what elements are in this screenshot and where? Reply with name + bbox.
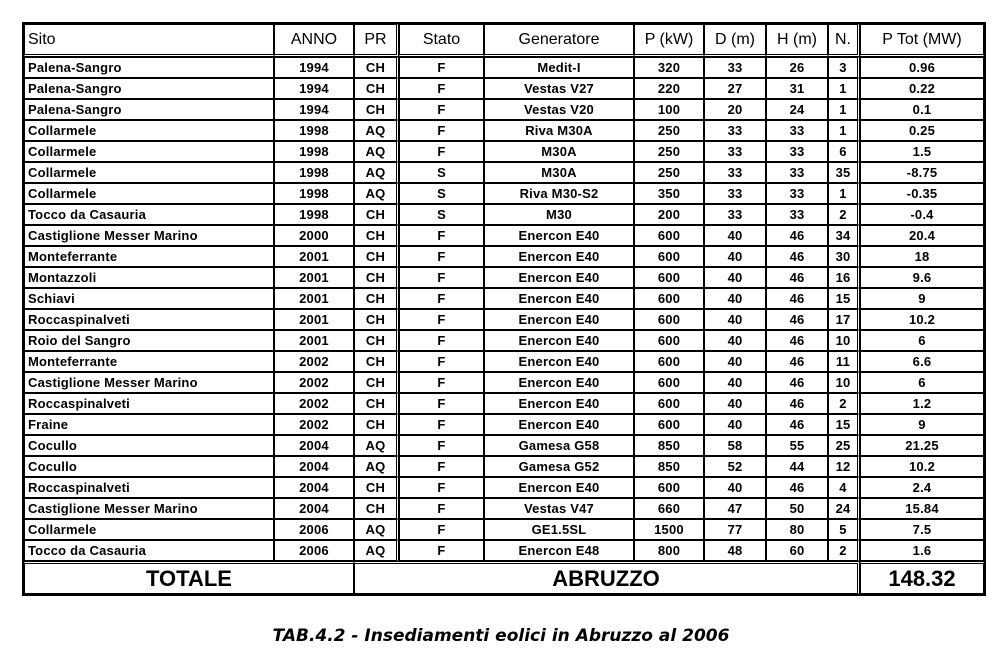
cell-stato: F: [399, 330, 484, 351]
cell-generatore: Riva M30A: [484, 120, 634, 141]
cell-potenza-totale: -0.4: [860, 204, 984, 225]
cell-potenza: 600: [634, 351, 704, 372]
cell-potenza-totale: 9.6: [860, 267, 984, 288]
cell-anno: 1994: [274, 78, 354, 99]
cell-pr: CH: [354, 477, 399, 498]
cell-anno: 2004: [274, 498, 354, 519]
cell-stato: F: [399, 519, 484, 540]
cell-stato: F: [399, 78, 484, 99]
cell-anno: 1994: [274, 99, 354, 120]
cell-sito: Castiglione Messer Marino: [24, 225, 274, 246]
cell-numero: 4: [828, 477, 860, 498]
header-row: [24, 24, 984, 57]
cell-diametro: 33: [704, 57, 766, 78]
cell-anno: 2001: [274, 330, 354, 351]
cell-stato: F: [399, 225, 484, 246]
cell-stato: F: [399, 498, 484, 519]
cell-potenza-totale: 0.1: [860, 99, 984, 120]
cell-pr: AQ: [354, 456, 399, 477]
header-altezza: H (m): [766, 24, 828, 57]
cell-generatore: Gamesa G58: [484, 435, 634, 456]
cell-altezza: 46: [766, 414, 828, 435]
cell-numero: 34: [828, 225, 860, 246]
cell-altezza: 31: [766, 78, 828, 99]
cell-pr: CH: [354, 330, 399, 351]
cell-numero: 35: [828, 162, 860, 183]
cell-diametro: 40: [704, 393, 766, 414]
cell-pr: CH: [354, 246, 399, 267]
cell-numero: 12: [828, 456, 860, 477]
cell-anno: 2002: [274, 414, 354, 435]
cell-potenza-totale: 7.5: [860, 519, 984, 540]
cell-generatore: M30A: [484, 162, 634, 183]
cell-sito: Schiavi: [24, 288, 274, 309]
cell-potenza: 600: [634, 393, 704, 414]
header-potenza: P (kW): [634, 24, 704, 57]
cell-anno: 2002: [274, 351, 354, 372]
cell-potenza: 220: [634, 78, 704, 99]
cell-numero: 10: [828, 330, 860, 351]
cell-pr: CH: [354, 99, 399, 120]
table-row: [24, 246, 984, 267]
cell-stato: F: [399, 393, 484, 414]
cell-anno: 2006: [274, 540, 354, 561]
header-sito: Sito: [24, 24, 274, 57]
cell-generatore: Enercon E40: [484, 288, 634, 309]
cell-diametro: 33: [704, 183, 766, 204]
cell-stato: F: [399, 540, 484, 561]
cell-pr: CH: [354, 57, 399, 78]
table-row: [24, 498, 984, 519]
cell-anno: 1998: [274, 204, 354, 225]
cell-pr: CH: [354, 372, 399, 393]
cell-diametro: 40: [704, 372, 766, 393]
cell-potenza-totale: -0.35: [860, 183, 984, 204]
cell-stato: S: [399, 183, 484, 204]
cell-numero: 10: [828, 372, 860, 393]
cell-sito: Palena-Sangro: [24, 78, 274, 99]
total-label: TOTALE: [24, 561, 354, 594]
cell-pr: CH: [354, 351, 399, 372]
table-row: [24, 309, 984, 330]
cell-sito: Collarmele: [24, 183, 274, 204]
cell-pr: AQ: [354, 435, 399, 456]
cell-pr: CH: [354, 414, 399, 435]
cell-stato: F: [399, 267, 484, 288]
cell-altezza: 60: [766, 540, 828, 561]
cell-generatore: Riva M30-S2: [484, 183, 634, 204]
cell-generatore: Vestas V47: [484, 498, 634, 519]
cell-generatore: Enercon E40: [484, 351, 634, 372]
cell-stato: F: [399, 435, 484, 456]
cell-numero: 5: [828, 519, 860, 540]
cell-potenza: 600: [634, 477, 704, 498]
cell-potenza: 600: [634, 246, 704, 267]
cell-sito: Palena-Sangro: [24, 57, 274, 78]
cell-stato: F: [399, 351, 484, 372]
cell-altezza: 46: [766, 288, 828, 309]
cell-diametro: 40: [704, 351, 766, 372]
cell-diametro: 33: [704, 204, 766, 225]
cell-potenza-totale: 15.84: [860, 498, 984, 519]
cell-potenza-totale: 1.6: [860, 540, 984, 561]
cell-pr: AQ: [354, 540, 399, 561]
cell-altezza: 46: [766, 330, 828, 351]
cell-potenza-totale: 1.5: [860, 141, 984, 162]
cell-altezza: 46: [766, 372, 828, 393]
total-row: [24, 561, 984, 594]
cell-stato: S: [399, 162, 484, 183]
cell-altezza: 46: [766, 246, 828, 267]
header-pr: PR: [354, 24, 399, 57]
cell-sito: Tocco da Casauria: [24, 540, 274, 561]
cell-potenza: 350: [634, 183, 704, 204]
header-diametro: D (m): [704, 24, 766, 57]
table-row: [24, 288, 984, 309]
cell-altezza: 26: [766, 57, 828, 78]
cell-generatore: Enercon E40: [484, 372, 634, 393]
cell-numero: 2: [828, 204, 860, 225]
table-row: [24, 372, 984, 393]
cell-numero: 24: [828, 498, 860, 519]
cell-numero: 15: [828, 414, 860, 435]
cell-generatore: Vestas V27: [484, 78, 634, 99]
cell-potenza-totale: 21.25: [860, 435, 984, 456]
cell-sito: Roccaspinalveti: [24, 477, 274, 498]
table-row: [24, 120, 984, 141]
cell-altezza: 46: [766, 267, 828, 288]
table-row: [24, 78, 984, 99]
cell-altezza: 46: [766, 477, 828, 498]
cell-diametro: 33: [704, 120, 766, 141]
cell-numero: 15: [828, 288, 860, 309]
cell-potenza: 250: [634, 141, 704, 162]
cell-potenza-totale: 1.2: [860, 393, 984, 414]
table-row: [24, 330, 984, 351]
cell-generatore: Enercon E40: [484, 330, 634, 351]
cell-sito: Roio del Sangro: [24, 330, 274, 351]
table-row: [24, 351, 984, 372]
cell-diametro: 20: [704, 99, 766, 120]
cell-anno: 1998: [274, 183, 354, 204]
cell-stato: F: [399, 141, 484, 162]
cell-altezza: 46: [766, 309, 828, 330]
wind-farms-table: [22, 22, 986, 596]
cell-generatore: Enercon E48: [484, 540, 634, 561]
cell-pr: CH: [354, 204, 399, 225]
cell-stato: F: [399, 309, 484, 330]
cell-anno: 2001: [274, 288, 354, 309]
cell-altezza: 46: [766, 225, 828, 246]
cell-anno: 2002: [274, 372, 354, 393]
cell-diametro: 33: [704, 141, 766, 162]
cell-numero: 16: [828, 267, 860, 288]
header-potenza-totale: P Tot (MW): [860, 24, 984, 57]
cell-diametro: 40: [704, 309, 766, 330]
cell-generatore: Medit-I: [484, 57, 634, 78]
header-stato: Stato: [399, 24, 484, 57]
table-row: [24, 99, 984, 120]
cell-sito: Monteferrante: [24, 351, 274, 372]
cell-altezza: 46: [766, 351, 828, 372]
cell-stato: F: [399, 456, 484, 477]
cell-potenza-totale: 6: [860, 372, 984, 393]
table-row: [24, 456, 984, 477]
table-row: [24, 435, 984, 456]
cell-altezza: 46: [766, 393, 828, 414]
cell-altezza: 33: [766, 183, 828, 204]
table-row: [24, 204, 984, 225]
cell-potenza: 1500: [634, 519, 704, 540]
table-row: [24, 162, 984, 183]
cell-stato: F: [399, 57, 484, 78]
cell-sito: Roccaspinalveti: [24, 309, 274, 330]
cell-pr: CH: [354, 267, 399, 288]
cell-sito: Collarmele: [24, 141, 274, 162]
table-row: [24, 183, 984, 204]
cell-altezza: 33: [766, 141, 828, 162]
table-row: [24, 414, 984, 435]
cell-numero: 17: [828, 309, 860, 330]
cell-diametro: 27: [704, 78, 766, 99]
table-body: [24, 57, 984, 561]
table-row: [24, 267, 984, 288]
cell-numero: 25: [828, 435, 860, 456]
cell-sito: Castiglione Messer Marino: [24, 372, 274, 393]
cell-sito: Collarmele: [24, 519, 274, 540]
cell-anno: 1994: [274, 57, 354, 78]
cell-pr: AQ: [354, 120, 399, 141]
cell-generatore: Enercon E40: [484, 309, 634, 330]
cell-altezza: 33: [766, 120, 828, 141]
cell-numero: 1: [828, 99, 860, 120]
cell-sito: Roccaspinalveti: [24, 393, 274, 414]
cell-generatore: GE1.5SL: [484, 519, 634, 540]
cell-potenza: 600: [634, 330, 704, 351]
cell-numero: 1: [828, 183, 860, 204]
cell-diametro: 40: [704, 330, 766, 351]
cell-sito: Fraine: [24, 414, 274, 435]
cell-diametro: 40: [704, 288, 766, 309]
cell-generatore: M30A: [484, 141, 634, 162]
cell-anno: 2004: [274, 435, 354, 456]
cell-potenza: 600: [634, 267, 704, 288]
cell-potenza-totale: 0.96: [860, 57, 984, 78]
cell-sito: Collarmele: [24, 162, 274, 183]
cell-diametro: 33: [704, 162, 766, 183]
cell-sito: Castiglione Messer Marino: [24, 498, 274, 519]
header-anno: ANNO: [274, 24, 354, 57]
table-row: [24, 540, 984, 561]
cell-potenza-totale: -8.75: [860, 162, 984, 183]
cell-altezza: 50: [766, 498, 828, 519]
cell-stato: F: [399, 120, 484, 141]
table-row: [24, 477, 984, 498]
cell-potenza: 800: [634, 540, 704, 561]
cell-stato: F: [399, 414, 484, 435]
cell-anno: 1998: [274, 141, 354, 162]
cell-numero: 1: [828, 120, 860, 141]
cell-potenza: 200: [634, 204, 704, 225]
cell-altezza: 44: [766, 456, 828, 477]
cell-pr: AQ: [354, 162, 399, 183]
table-row: [24, 57, 984, 78]
cell-sito: Monteferrante: [24, 246, 274, 267]
cell-generatore: Enercon E40: [484, 393, 634, 414]
cell-potenza-totale: 10.2: [860, 456, 984, 477]
cell-diametro: 40: [704, 267, 766, 288]
total-value: 148.32: [860, 561, 984, 594]
cell-anno: 2001: [274, 309, 354, 330]
cell-diametro: 52: [704, 456, 766, 477]
cell-altezza: 24: [766, 99, 828, 120]
cell-pr: AQ: [354, 183, 399, 204]
cell-pr: CH: [354, 225, 399, 246]
table-row: [24, 225, 984, 246]
cell-diametro: 48: [704, 540, 766, 561]
cell-stato: F: [399, 99, 484, 120]
cell-generatore: Enercon E40: [484, 414, 634, 435]
cell-potenza: 250: [634, 120, 704, 141]
cell-anno: 2000: [274, 225, 354, 246]
cell-potenza: 100: [634, 99, 704, 120]
cell-numero: 2: [828, 540, 860, 561]
cell-potenza-totale: 0.22: [860, 78, 984, 99]
cell-sito: Collarmele: [24, 120, 274, 141]
cell-sito: Cocullo: [24, 456, 274, 477]
cell-stato: F: [399, 288, 484, 309]
cell-sito: Montazzoli: [24, 267, 274, 288]
cell-diametro: 40: [704, 414, 766, 435]
cell-numero: 1: [828, 78, 860, 99]
cell-potenza-totale: 18: [860, 246, 984, 267]
cell-potenza-totale: 2.4: [860, 477, 984, 498]
cell-sito: Cocullo: [24, 435, 274, 456]
cell-pr: AQ: [354, 141, 399, 162]
cell-stato: F: [399, 372, 484, 393]
cell-anno: 1998: [274, 162, 354, 183]
cell-anno: 2002: [274, 393, 354, 414]
cell-potenza: 600: [634, 414, 704, 435]
table-caption: TAB.4.2 - Insediamenti eolici in Abruzzo al 2006: [272, 626, 730, 646]
cell-anno: 2006: [274, 519, 354, 540]
cell-numero: 11: [828, 351, 860, 372]
cell-anno: 2004: [274, 456, 354, 477]
cell-potenza-totale: 20.4: [860, 225, 984, 246]
cell-generatore: M30: [484, 204, 634, 225]
cell-anno: 2004: [274, 477, 354, 498]
cell-generatore: Enercon E40: [484, 477, 634, 498]
cell-potenza: 600: [634, 288, 704, 309]
cell-altezza: 80: [766, 519, 828, 540]
cell-diametro: 47: [704, 498, 766, 519]
cell-numero: 2: [828, 393, 860, 414]
cell-anno: 1998: [274, 120, 354, 141]
header-numero: N.: [828, 24, 860, 57]
cell-diametro: 40: [704, 477, 766, 498]
cell-potenza-totale: 6: [860, 330, 984, 351]
cell-altezza: 33: [766, 204, 828, 225]
cell-potenza-totale: 9: [860, 288, 984, 309]
cell-diametro: 40: [704, 225, 766, 246]
cell-numero: 6: [828, 141, 860, 162]
cell-generatore: Enercon E40: [484, 267, 634, 288]
cell-potenza: 850: [634, 435, 704, 456]
cell-pr: CH: [354, 393, 399, 414]
cell-potenza: 250: [634, 162, 704, 183]
cell-pr: CH: [354, 498, 399, 519]
cell-stato: S: [399, 204, 484, 225]
cell-diametro: 77: [704, 519, 766, 540]
table-container: [22, 22, 982, 596]
cell-altezza: 33: [766, 162, 828, 183]
cell-potenza: 600: [634, 225, 704, 246]
cell-generatore: Gamesa G52: [484, 456, 634, 477]
total-region: ABRUZZO: [354, 561, 860, 594]
table-row: [24, 141, 984, 162]
cell-potenza-totale: 6.6: [860, 351, 984, 372]
cell-altezza: 55: [766, 435, 828, 456]
cell-anno: 2001: [274, 267, 354, 288]
cell-sito: Palena-Sangro: [24, 99, 274, 120]
table-row: [24, 393, 984, 414]
cell-diametro: 40: [704, 246, 766, 267]
cell-pr: CH: [354, 78, 399, 99]
cell-potenza: 600: [634, 309, 704, 330]
cell-potenza: 850: [634, 456, 704, 477]
cell-stato: F: [399, 477, 484, 498]
cell-pr: AQ: [354, 519, 399, 540]
table-row: [24, 519, 984, 540]
cell-numero: 30: [828, 246, 860, 267]
header-generatore: Generatore: [484, 24, 634, 57]
cell-generatore: Enercon E40: [484, 225, 634, 246]
cell-pr: CH: [354, 309, 399, 330]
cell-diametro: 58: [704, 435, 766, 456]
cell-potenza: 660: [634, 498, 704, 519]
cell-potenza-totale: 0.25: [860, 120, 984, 141]
cell-generatore: Enercon E40: [484, 246, 634, 267]
cell-numero: 3: [828, 57, 860, 78]
cell-potenza: 320: [634, 57, 704, 78]
cell-anno: 2001: [274, 246, 354, 267]
cell-pr: CH: [354, 288, 399, 309]
cell-generatore: Vestas V20: [484, 99, 634, 120]
cell-potenza-totale: 9: [860, 414, 984, 435]
cell-sito: Tocco da Casauria: [24, 204, 274, 225]
cell-stato: F: [399, 246, 484, 267]
cell-potenza: 600: [634, 372, 704, 393]
cell-potenza-totale: 10.2: [860, 309, 984, 330]
